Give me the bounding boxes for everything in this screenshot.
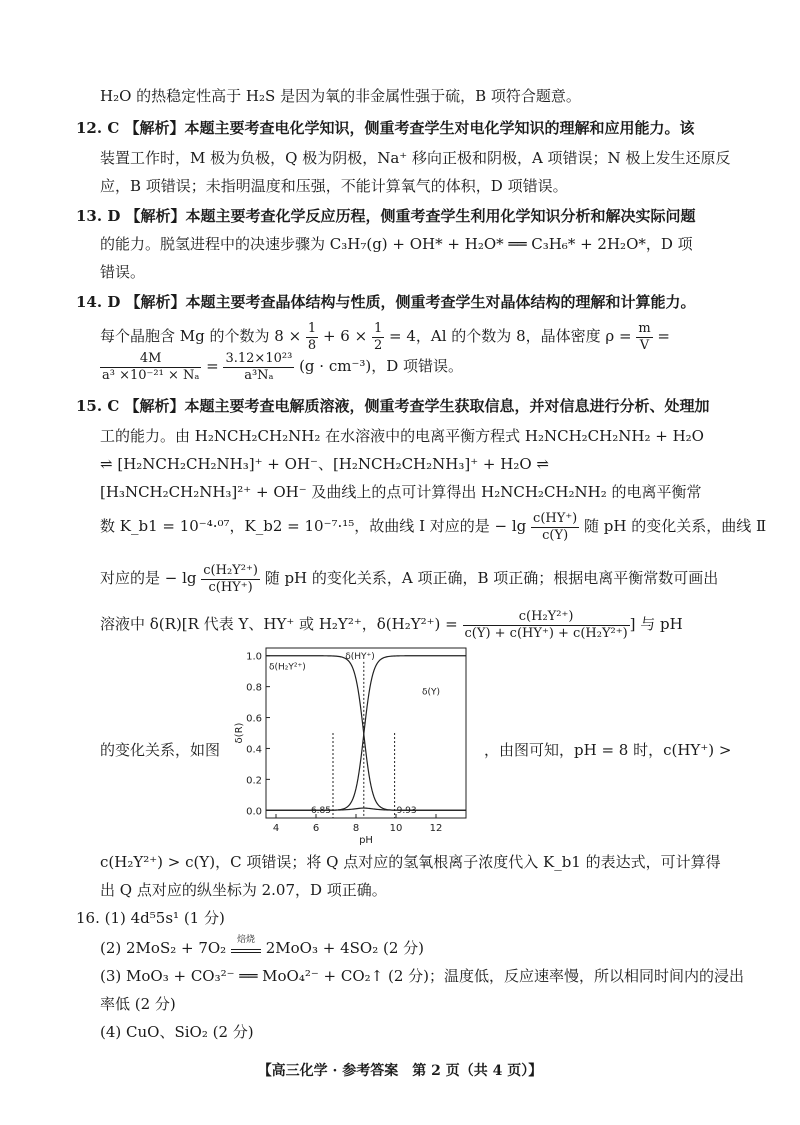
page-footer: 【高三化学 · 参考答案 第 2 页（共 4 页）】: [257, 1063, 543, 1079]
q16-part3-cont: 率低 (2 分): [100, 995, 176, 1013]
delta-ph-chart-svg: [232, 640, 478, 846]
q16-part2: (2) 2MoS₂ + 7O₂ 焙烧 2MoO₃ + 4SO₂ (2 分): [100, 938, 424, 958]
q12-head: 12. C 【解析】本题主要考查电化学知识，侧重考查学生对电化学知识的理解和应用能力。该: [76, 119, 695, 137]
q11-tail: H₂O 的热稳定性高于 H₂S 是因为氧的非金属性强于硫，B 项符合题意。: [100, 87, 581, 105]
y-axis-label: δ(R): [234, 722, 245, 744]
q13-line3: 错误。: [100, 263, 146, 281]
q15-line7: 溶液中 δ(R)[R 代表 Y、HY⁺ 或 H₂Y²⁺，δ(H₂Y²⁺) = $\frac{\text{c(H₂Y²⁺)}}{\text{c(Y) + c(HY⁺) + c(H₂Y²⁺)}}$ ] 与 pH: [100, 608, 683, 641]
label-H2Y: δ(H₂Y²⁺): [269, 662, 306, 673]
plot-frame: [266, 648, 466, 818]
y-tick-label: 0.0: [246, 806, 262, 818]
y-tick-label: 0.8: [246, 682, 262, 694]
y-tick-label: 0.2: [246, 775, 262, 787]
q13-line2: 的能力。脱氢进程中的决速步骤为 C₃H₇(g) + OH* + H₂O* ══ C₃H₆* + 2H₂O*，D 项: [100, 235, 693, 253]
q16-part4: (4) CuO、SiO₂ (2 分): [100, 1023, 254, 1041]
q16-part1: 16. (1) 4d⁵5s¹ (1 分): [76, 909, 225, 927]
y-tick-label: 0.4: [246, 744, 262, 756]
q15-fig-right-text: ，由图可知，pH = 8 时，c(HY⁺) >: [484, 741, 732, 759]
x-tick-label: 6: [312, 823, 320, 834]
q14-line3: $\frac{4M}{\text{a³ ×10⁻²¹ × Nₐ}}$ = $\frac{\text{3.12×10²³}}{\text{a³Nₐ}}$ (g · cm⁻³)，D 项错误。: [102, 350, 464, 383]
q12-line2: 装置工作时，M 极为负极，Q 极为阴极，Na⁺ 移向正极和阴极，A 项错误；N 极上发生还原反: [100, 149, 731, 167]
series-line-H2Y: [266, 656, 466, 811]
annotation-label: 6.85: [310, 806, 331, 816]
q13-head: 13. D 【解析】本题主要考查化学反应历程，侧重考查学生利用化学知识分析和解决实际问题: [76, 207, 696, 225]
q16-part3: (3) MoO₃ + CO₃²⁻ ══ MoO₄²⁻ + CO₂↑ (2 分)；温度低，反应速率慢，所以相同时间内的浸出: [100, 967, 745, 985]
series-line-Y: [266, 656, 466, 811]
label-HY: δ(HY⁺): [345, 651, 375, 662]
q15-line3: ⇌ [H₂NCH₂CH₂NH₃]⁺ + OH⁻、[H₂NCH₂CH₂NH₃]⁺ + H₂O ⇌: [100, 455, 549, 473]
y-tick-label: 1.0: [246, 651, 262, 663]
q15-line5: 数 K_b1 = 10⁻⁴·⁰⁷，K_b2 = 10⁻⁷·¹⁵，故曲线 Ⅰ 对应的是 − lg $\frac{c(HY^+)}{c(Y)}$ 随 pH 的变化关系，曲线 Ⅱ: [100, 510, 767, 543]
roasting-condition: 焙烧: [236, 935, 255, 945]
delta-ph-chart: [232, 640, 478, 846]
q14-head: 14. D 【解析】本题主要考查晶体结构与性质，侧重考查学生对晶体结构的理解和计算能力。: [76, 293, 696, 311]
x-tick-label: 8: [352, 823, 360, 834]
q15-line9: 出 Q 点对应的纵坐标为 2.07，D 项正确。: [100, 881, 387, 899]
q15-line8: c(H₂Y²⁺) > c(Y)，C 项错误；将 Q 点对应的氢氧根离子浓度代入 K_b1 的表达式，可计算得: [100, 853, 721, 871]
q12-line3: 应，B 项错误；未指明温度和压强，不能计算氧气的体积，D 项错误。: [100, 177, 568, 195]
q15-line6: 对应的是 − lg $\frac{\text{c(H₂Y²⁺)}}{c(HY^+)}$ 随 pH 的变化关系，A 项正确，B 项正确；根据电离平衡常数可画出: [100, 562, 719, 595]
y-tick-label: 0.6: [246, 713, 262, 725]
annotation-label: 9.93: [396, 806, 417, 816]
label-Y: δ(Y): [422, 687, 441, 698]
q15-line2: 工的能力。由 H₂NCH₂CH₂NH₂ 在水溶液中的电离平衡方程式 H₂NCH₂CH₂NH₂ + H₂O: [100, 427, 704, 445]
x-tick-label: 4: [272, 823, 280, 834]
x-tick-label: 10: [389, 823, 403, 834]
x-tick-label: 12: [429, 823, 443, 834]
q14-line2: 每个晶胞含 Mg 的个数为 8 × $\frac{1}{8}$ + 6 × $\frac{1}{2}$ = 4，Al 的个数为 8，晶体密度 ρ = $\frac{m}{V}$ =: [100, 320, 670, 353]
x-axis-label: pH: [359, 835, 373, 846]
q15-head: 15. C 【解析】本题主要考查电解质溶液，侧重考查学生获取信息，并对信息进行分析、处理加: [76, 397, 710, 415]
q15-fig-left-text: 的变化关系，如图: [100, 741, 221, 759]
q15-line4: [H₃NCH₂CH₂NH₃]²⁺ + OH⁻ 及曲线上的点可计算得出 H₂NCH₂CH₂NH₂ 的电离平衡常: [100, 483, 702, 501]
